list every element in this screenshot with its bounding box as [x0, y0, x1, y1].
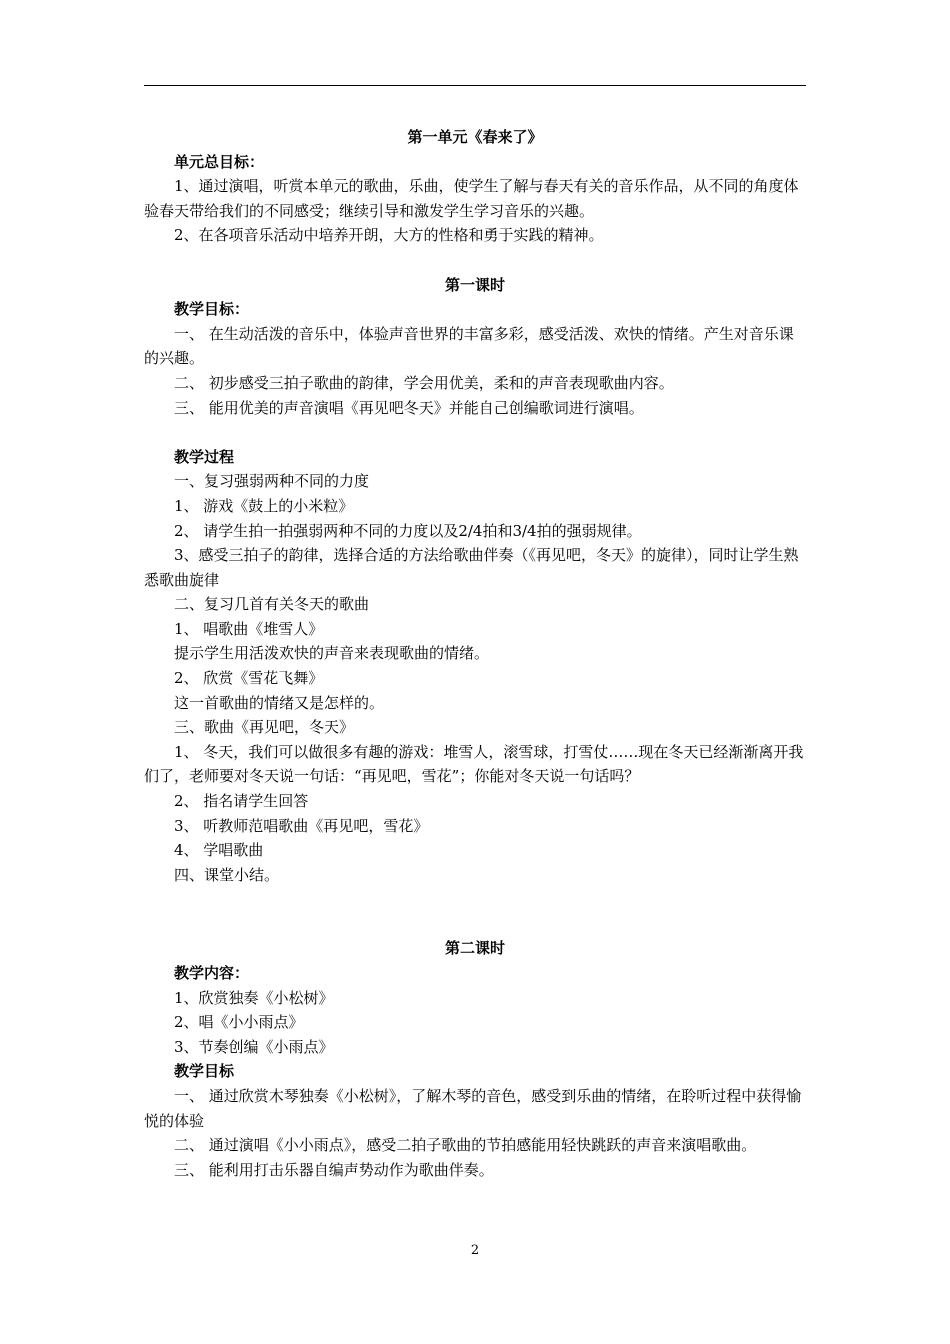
lesson1-title: 第一课时	[444, 275, 505, 294]
header-rule	[144, 85, 806, 86]
lesson1-objective-2: 二、 初步感受三拍子歌曲的韵律，学会用优美，柔和的声音表现歌曲内容。	[174, 373, 674, 392]
process-item: 1、 游戏《鼓上的小米粒》	[174, 496, 354, 515]
unit-goals-label: 单元总目标：	[174, 152, 265, 171]
document-body	[144, 125, 806, 1182]
process-item: 1、 冬天，我们可以做很多有趣的游戏：堆雪人，滚雪球，打雪仗……现在冬天已经渐渐离开我们了，老师要对冬天说一句话：“再见吧，雪花”；你能对冬天说一句话吗？	[144, 742, 804, 786]
process-item: 2、 欣赏《雪花飞舞》	[174, 669, 324, 688]
unit-goal-1: 1、通过演唱，听赏本单元的歌曲，乐曲，使学生了解与春天有关的音乐作品，从不同的角度体验春天带给我们的不同感受；继续引导和激发学生学习音乐的兴趣。	[144, 177, 799, 220]
process-item: 四、课堂小结。	[174, 865, 280, 884]
lesson2-content-item: 1、欣赏独奏《小松树》	[174, 988, 334, 1007]
process-item: 二、复习几首有关冬天的歌曲	[174, 595, 370, 614]
process-item: 三、歌曲《再见吧，冬天》	[174, 718, 355, 737]
process-item: 2、 请学生拍一拍强弱两种不同的力度以及2/4拍和3/4拍的强弱规律。	[174, 521, 642, 540]
process-item: 3、感受三拍子的韵律，选择合适的方法给歌曲伴奏（《再见吧，冬天》的旋律），同时让学生熟悉歌曲旋律	[144, 546, 799, 589]
process-item: 提示学生用活泼欢快的声音来表现歌曲的情绪。	[174, 644, 490, 663]
unit-title: 第一单元《春来了》	[407, 128, 543, 146]
lesson2-objective-3: 三、 能利用打击乐器自编声势动作为歌曲伴奏。	[174, 1160, 494, 1179]
lesson2-content-label: 教学内容：	[174, 964, 250, 982]
lesson2-objective-1: 一、 通过欣赏木琴独奏《小松树》，了解木琴的音色，感受到乐曲的情绪，在聆听过程中获得愉悦的体验	[144, 1086, 802, 1130]
lesson2-objective-2: 二、 通过演唱《小小雨点》，感受二拍子歌曲的节拍感能用轻快跳跃的声音来演唱歌曲。	[174, 1136, 757, 1155]
lesson1-objective-3: 三、 能用优美的声音演唱《再见吧冬天》并能自己创编歌词进行演唱。	[174, 398, 644, 417]
lesson2-title: 第二课时	[444, 939, 505, 958]
process-item: 2、 指名请学生回答	[174, 792, 309, 811]
lesson1-objective-1: 一、 在生动活泼的音乐中，体验声音世界的丰富多彩，感受活泼、欢快的情绪。产生对音乐课的兴趣。	[144, 324, 794, 368]
lesson1-objectives-label: 教学目标：	[174, 300, 250, 319]
process-item: 一、复习强弱两种不同的力度	[174, 472, 370, 491]
lesson2-content-item: 2、唱《小小雨点》	[174, 1013, 304, 1032]
process-item: 4、 学唱歌曲	[174, 841, 264, 860]
page-number: 2	[470, 1243, 480, 1258]
process-item: 3、 听教师范唱歌曲《再见吧，雪花》	[174, 816, 429, 835]
lesson2-content-item: 3、节奏创编《小雨点》	[174, 1037, 334, 1056]
process-item: 1、 唱歌曲《堆雪人》	[174, 619, 324, 638]
lesson1-process-label: 教学过程	[174, 447, 235, 466]
unit-goal-2: 2、在各项音乐活动中培养开朗，大方的性格和勇于实践的精神。	[174, 226, 604, 245]
process-item: 这一首歌曲的情绪又是怎样的。	[174, 693, 385, 712]
lesson2-objectives-label: 教学目标	[174, 1062, 235, 1081]
